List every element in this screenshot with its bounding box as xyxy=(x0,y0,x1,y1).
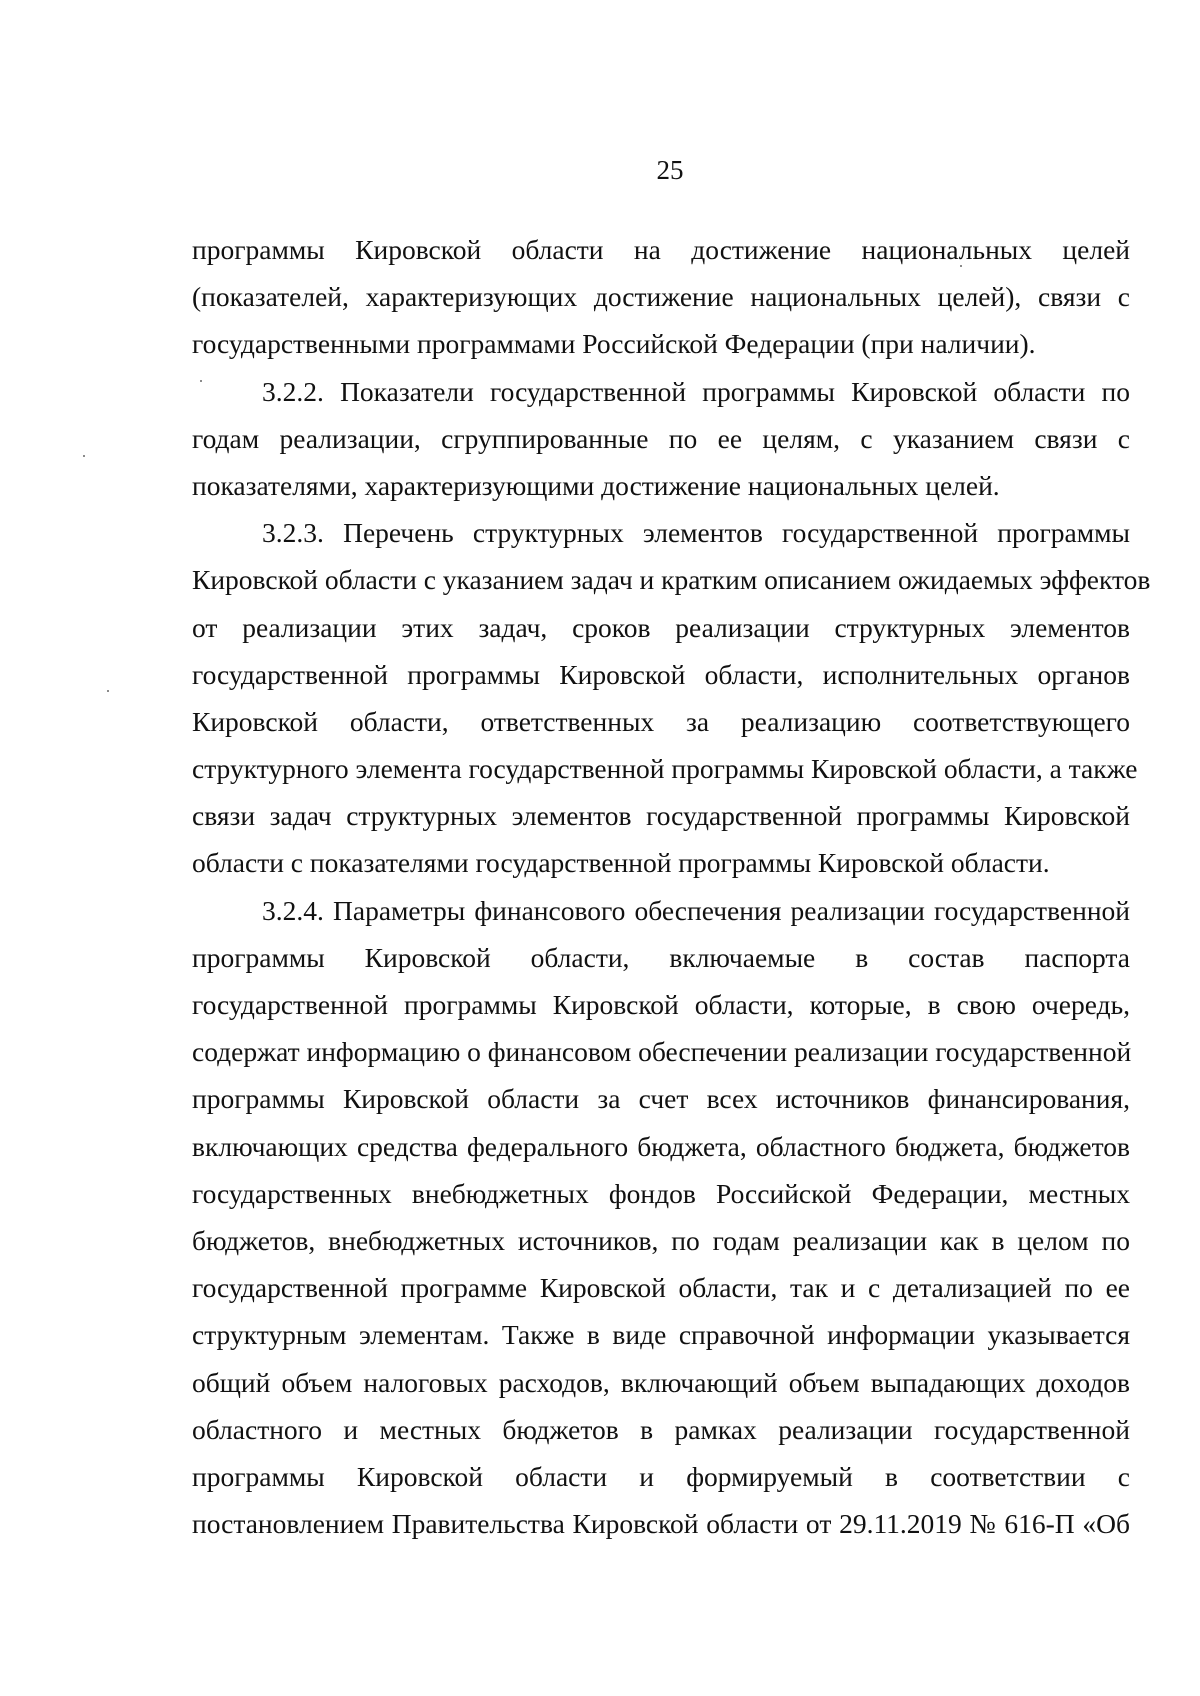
text-line: 3.2.4. Параметры финансового обеспечения реализации государственной xyxy=(262,894,1130,926)
text-line: государственными программами Российской Федерации (при наличии). xyxy=(192,328,1036,360)
text-line: Кировской области, ответственных за реализацию соответствующего xyxy=(192,705,1130,737)
paragraph-3-2-2 xyxy=(192,368,1130,510)
text-line: (показателей, характеризующих достижение национальных целей), связи с xyxy=(192,281,1130,313)
text-line: программы Кировской области и формируемый в соответствии с xyxy=(192,1460,1130,1492)
scan-speck xyxy=(83,455,85,457)
text-line: показателями, характеризующими достижение национальных целей. xyxy=(192,469,1000,501)
page-number: 25 xyxy=(656,155,684,185)
text-line: Кировской области с указанием задач и кратким описанием ожидаемых эффектов xyxy=(192,564,1151,596)
paragraph-intro-continuation xyxy=(192,226,1130,368)
text-line: государственной программы Кировской области, которые, в свою очередь, xyxy=(192,989,1130,1020)
text-line: содержат информацию о финансовом обеспечении реализации государственной xyxy=(192,1036,1132,1068)
text-line: связи задач структурных элементов государственной программы Кировской xyxy=(192,800,1130,832)
text-line: включающих средства федерального бюджета, областного бюджета, бюджетов xyxy=(192,1130,1130,1162)
paragraph-3-2-4 xyxy=(192,887,1130,1548)
scan-speck xyxy=(107,690,109,692)
text-line: области с показателями государственной программы Кировской области. xyxy=(192,847,1050,879)
text-line: программы Кировской области, включаемые в состав паспорта xyxy=(192,941,1130,973)
text-line: годам реализации, сгруппированные по ее целям, с указанием связи с xyxy=(192,422,1130,454)
paragraph-3-2-3 xyxy=(192,509,1151,887)
text-line: государственной программы Кировской области, исполнительных органов xyxy=(192,658,1130,690)
text-line: областного и местных бюджетов в рамках реализации государственной xyxy=(192,1413,1130,1445)
text-line: государственных внебюджетных фондов Российской Федерации, местных xyxy=(192,1177,1130,1209)
document-body xyxy=(192,226,1151,1547)
scan-speck xyxy=(200,380,202,382)
text-line: структурным элементам. Также в виде справочной информации указывается xyxy=(192,1319,1130,1351)
text-line: 3.2.3. Перечень структурных элементов государственной программы xyxy=(262,517,1130,549)
text-line: постановлением Правительства Кировской области от 29.11.2019 № 616-П «Об xyxy=(192,1508,1130,1540)
text-line: бюджетов, внебюджетных источников, по годам реализации как в целом по xyxy=(192,1224,1130,1256)
text-line: государственной программе Кировской области, так и с детализацией по ее xyxy=(192,1272,1130,1304)
scan-speck xyxy=(960,265,962,267)
text-line: структурного элемента государственной программы Кировской области, а также xyxy=(192,753,1138,785)
text-line: 3.2.2. Показатели государственной программы Кировской области по xyxy=(262,375,1130,407)
text-line: от реализации этих задач, сроков реализации структурных элементов xyxy=(192,611,1130,643)
text-line: программы Кировской области за счет всех источников финансирования, xyxy=(192,1083,1130,1115)
text-line: программы Кировской области на достижение национальных целей xyxy=(192,234,1130,265)
text-line: общий объем налоговых расходов, включающий объем выпадающих доходов xyxy=(192,1366,1130,1398)
